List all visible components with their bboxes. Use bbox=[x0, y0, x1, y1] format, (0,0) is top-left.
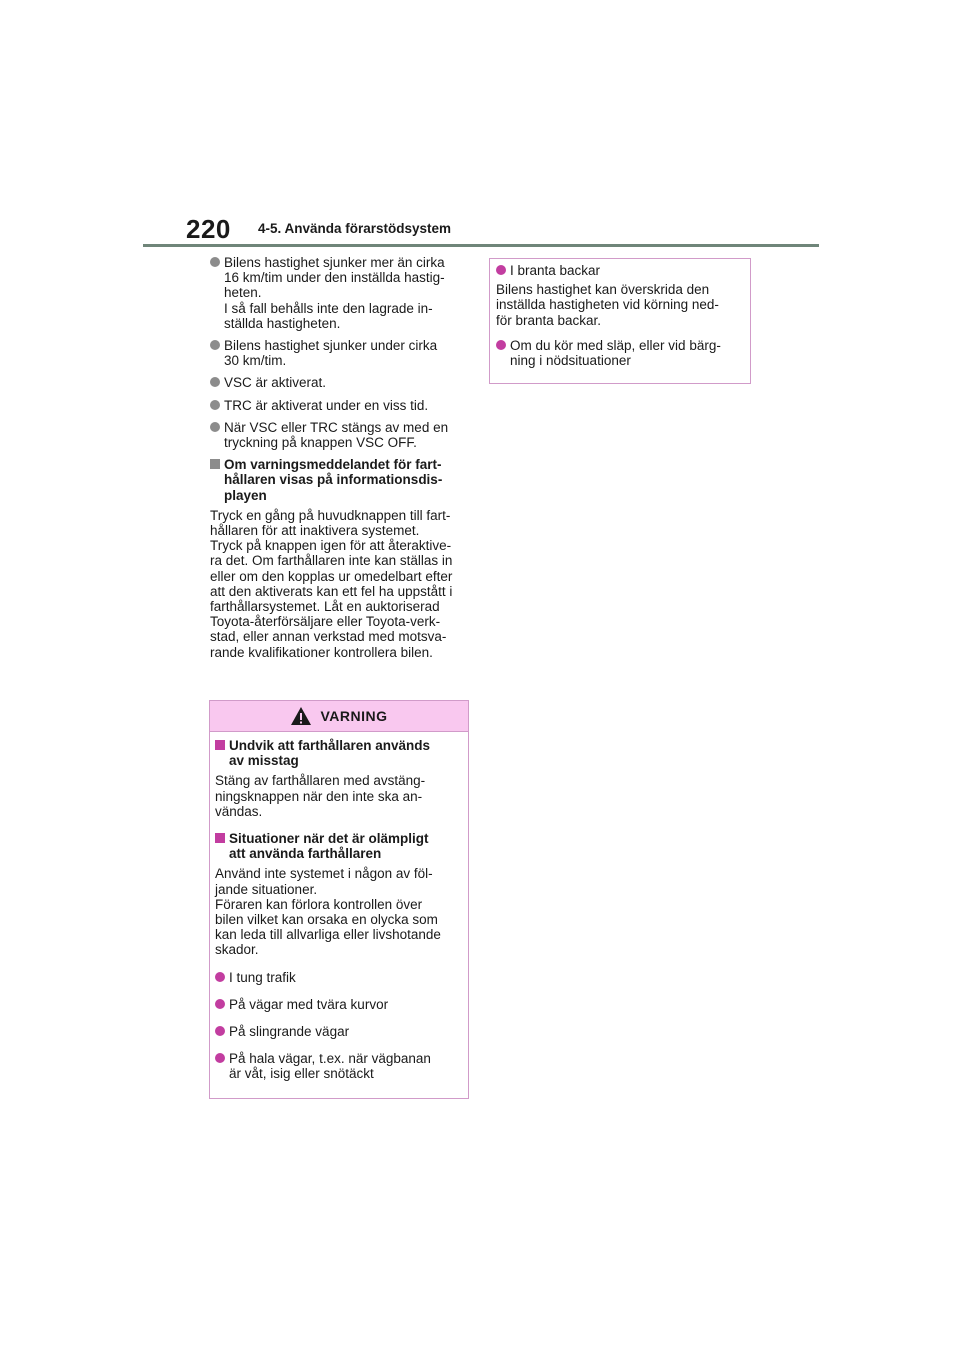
bullet-text: Bilens hastighet sjunker mer än cirka 16 km/tim under den inställda hastig- heten. I så fall behålls inte den lagrade in- ställda hastigheten. bbox=[224, 255, 445, 331]
bullet-dot-icon bbox=[210, 257, 220, 267]
bullet-dot-icon bbox=[496, 265, 506, 275]
heading-text: Undvik att farthållaren används av misstag bbox=[229, 738, 431, 769]
list-item bbox=[215, 997, 464, 1012]
section-title: 4-5. Använda förarstödsystem bbox=[258, 221, 452, 236]
bullet-text: På hala vägar, t.ex. när vägbanan är våt, isig eller snötäckt bbox=[229, 1051, 431, 1082]
list-item bbox=[496, 338, 746, 368]
list-item bbox=[215, 1051, 464, 1081]
bullet-text: TRC är aktiverat under en viss tid. bbox=[224, 397, 429, 413]
bullet-dot-icon bbox=[210, 400, 220, 410]
bullet-dot-icon bbox=[210, 377, 220, 387]
heading-text: Om varningsmeddelandet för fart- hållaren visas på informationsdis- playen bbox=[224, 457, 443, 503]
bullet-dot-icon bbox=[210, 422, 220, 432]
warning-title: VARNING bbox=[320, 708, 388, 724]
list-item bbox=[210, 255, 470, 331]
bullet-text: I tung trafik bbox=[229, 969, 296, 985]
bullet-text: I branta backar bbox=[510, 263, 601, 278]
warning-triangle-icon bbox=[290, 706, 312, 726]
square-bullet-icon bbox=[210, 459, 220, 469]
list-item bbox=[210, 420, 470, 450]
bullet-text: På slingrande vägar bbox=[229, 1024, 350, 1040]
page-number: 220 bbox=[186, 214, 231, 244]
list-item bbox=[215, 970, 464, 985]
list-item bbox=[210, 398, 470, 413]
list-item bbox=[496, 263, 746, 278]
bullet-dot-icon bbox=[496, 340, 506, 350]
left-column bbox=[210, 255, 470, 668]
square-bullet-icon bbox=[215, 833, 225, 843]
warning-heading bbox=[215, 738, 464, 768]
bullet-dot-icon bbox=[215, 972, 225, 982]
bullet-dot-icon bbox=[210, 340, 220, 350]
paragraph: Stäng av farthållaren med avstäng- ningsknappen när den inte ska an- vändas. bbox=[215, 773, 426, 819]
paragraph: Använd inte systemet i någon av föl- jande situationer. Föraren kan förlora kontrollen över bilen vilket kan orsaka en olycka som kan leda till allvarliga eller livshotande skador. bbox=[215, 866, 441, 958]
header-rule bbox=[143, 244, 819, 247]
heading-text: Situationer när det är olämpligt att använda farthållaren bbox=[229, 831, 429, 862]
bullet-dot-icon bbox=[215, 1026, 225, 1036]
warning-box bbox=[209, 700, 469, 1099]
paragraph: Bilens hastighet kan överskrida den inställda hastigheten vid körning ned- för branta backar. bbox=[496, 282, 719, 328]
right-box-body bbox=[490, 259, 750, 368]
warning-heading bbox=[215, 831, 464, 861]
bullet-dot-icon bbox=[215, 999, 225, 1009]
subsection-heading bbox=[210, 457, 470, 503]
bullet-text: VSC är aktiverat. bbox=[224, 375, 327, 391]
bullet-text: Bilens hastighet sjunker under cirka 30 km/tim. bbox=[224, 338, 438, 369]
warning-continuation-box bbox=[489, 258, 751, 384]
paragraph: Tryck en gång på huvudknappen till fart- hållaren för att inaktivera systemet. Tryck på knappen igen för att återaktive- ra det. Om farthållaren inte kan ställas in eller om den kopplas ur omedelbart efter att den aktiverats kan ett fel ha uppstått i farthållarsystemet. Låt en auktoriserad Toyota-återförsäljare eller Toyota-verk- stad, eller annan verkstad med motsva- rande kvalifikationer kontrollera bilen. bbox=[210, 507, 453, 660]
square-bullet-icon bbox=[215, 740, 225, 750]
bullet-text: Om du kör med släp, eller vid bärg- ning i nödsituationer bbox=[510, 337, 721, 369]
warning-body bbox=[210, 732, 468, 1082]
list-item bbox=[210, 375, 470, 390]
bullet-text: På vägar med tvära kurvor bbox=[229, 996, 389, 1012]
bullet-dot-icon bbox=[215, 1053, 225, 1063]
bullet-text: När VSC eller TRC stängs av med en tryckning på knappen VSC OFF. bbox=[224, 419, 449, 451]
list-item bbox=[210, 338, 470, 368]
warning-header bbox=[210, 701, 468, 732]
list-item bbox=[215, 1024, 464, 1039]
